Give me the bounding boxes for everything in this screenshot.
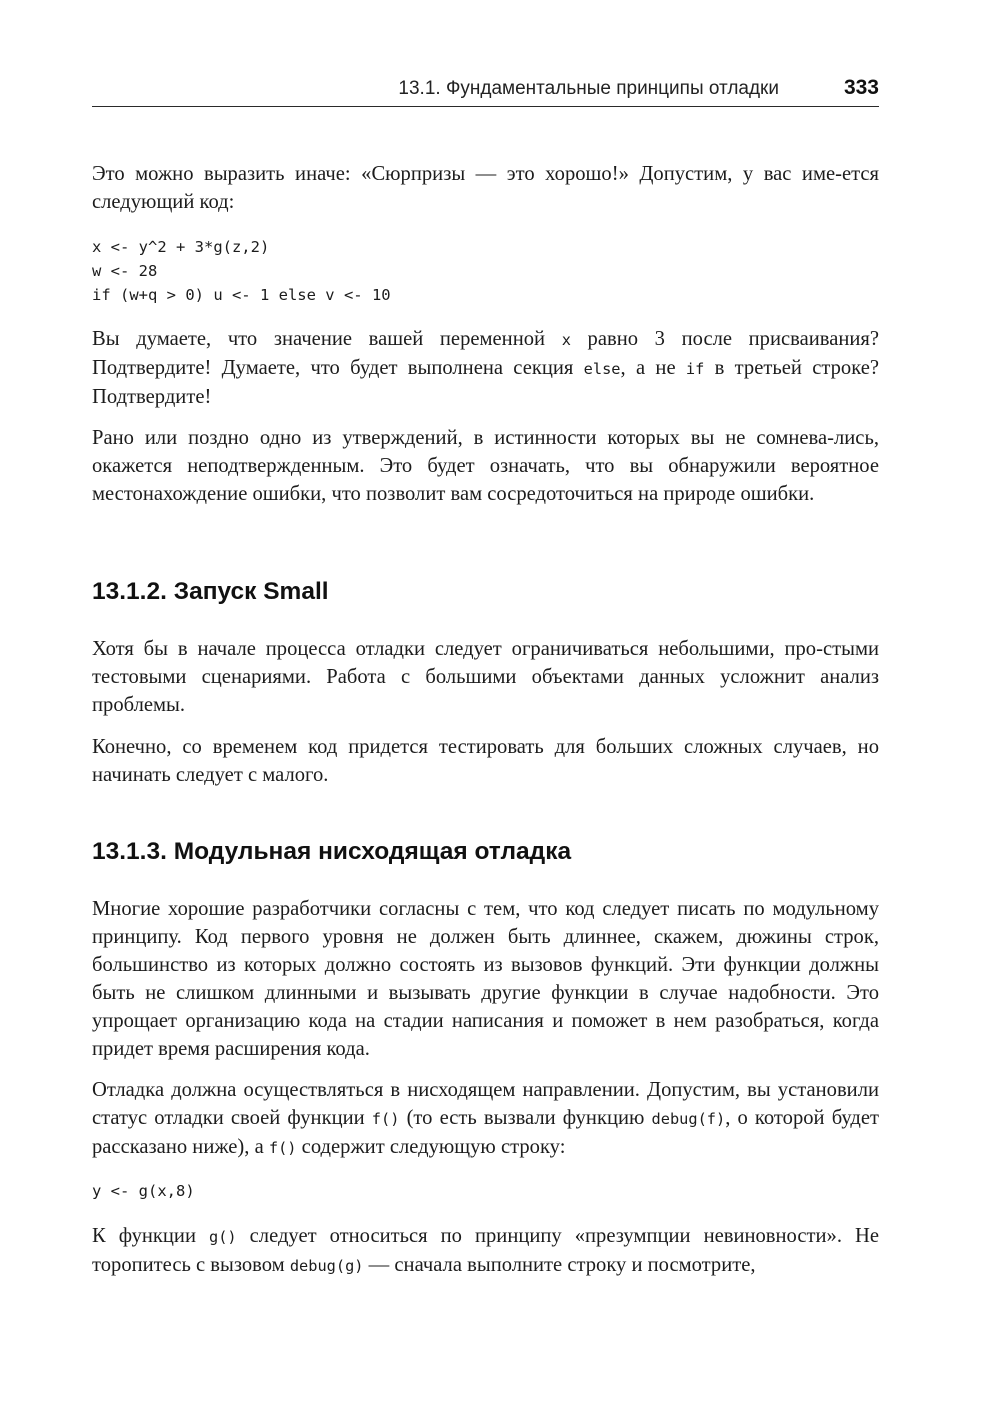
- text-run: (то есть вызвали функцию: [399, 1107, 652, 1129]
- inline-code: f(): [371, 1110, 400, 1128]
- text-run: Отладка должна осуществляться в нисходящем направлении. Допустим, вы установили статус отладки своей функции: [92, 1079, 879, 1129]
- inline-code: debug(f): [651, 1110, 726, 1128]
- text-run: содержит следующую строку:: [296, 1136, 566, 1158]
- inline-code: if: [685, 360, 705, 378]
- inline-code: else: [583, 360, 621, 378]
- paragraph-top-down: [92, 1076, 879, 1162]
- text-run: — сначала выполните строку и посмотрите,: [363, 1254, 756, 1276]
- inline-code: debug(g): [289, 1257, 364, 1275]
- paragraph-confirm: [92, 325, 879, 411]
- page-number: 333: [843, 76, 879, 99]
- code-line: if (w+q > 0) u <- 1 else v <- 10: [92, 286, 391, 304]
- paragraph-text: Конечно, со временем код придется тестировать для больших сложных случаев, но начинать следует с малого.: [92, 736, 879, 786]
- code-block-call: [92, 1179, 195, 1203]
- inline-code: g(): [209, 1228, 237, 1246]
- code-line: y <- g(x,8): [92, 1182, 195, 1200]
- text-run: Вы думаете, что значение вашей переменной: [92, 328, 562, 350]
- text-run: , а не: [620, 357, 686, 379]
- text-run: , о которой будет рассказано ниже), а: [92, 1107, 880, 1158]
- paragraph-presumption: [92, 1222, 879, 1280]
- paragraph-text: Многие хорошие разработчики согласны с тем, что код следует писать по модульному принципу. Код первого уровня не должен быть длиннее, скажем, дюжины строк, большинство из которых должно состоять из вызовов функций. Эти функции должны быть не слишком длинными и вызывать другие функции в случае надобности. Это упрощает организацию кода на стадии написания и поможет в нем разобраться, когда придет время расширения кода.: [92, 898, 879, 1060]
- inline-code: x: [561, 331, 571, 349]
- section-heading-modular-debugging: 13.1.3. Модульная нисходящая отладка: [92, 838, 572, 865]
- header-chapter-title: 13.1. Фундаментальные принципы отладки: [398, 78, 779, 99]
- running-header: [92, 76, 879, 107]
- code-line: x <- y^2 + 3*g(z,2): [92, 238, 270, 256]
- paragraph-modular: [92, 895, 879, 1063]
- text-run: следует относиться по принципу «презумпции невиновности». Не торопитесь с вызовом: [92, 1225, 880, 1276]
- text-run: равно 3 после присваивания? Подтвердите! Думаете, что будет выполнена секция: [92, 328, 879, 379]
- paragraph-small-tests: [92, 635, 879, 719]
- section-heading-start-small: 13.1.2. Запуск Small: [92, 578, 329, 605]
- inline-code: f(): [268, 1139, 297, 1157]
- paragraph-text: Хотя бы в начале процесса отладки следует ограничиваться небольшими, про-стыми тестовыми сценариями. Работа с большими объектами данных усложнит анализ проблемы.: [92, 638, 879, 716]
- paragraph-sooner-or-later: [92, 424, 879, 508]
- code-block-assignments: [92, 235, 391, 307]
- text-run: в третьей строке? Подтвердите!: [92, 357, 879, 408]
- paragraph-text: Это можно выразить иначе: «Сюрпризы — это хорошо!» Допустим, у вас име-ется следующий код:: [92, 163, 879, 213]
- paragraph-start-small: [92, 733, 879, 789]
- paragraph-surprises: [92, 160, 879, 216]
- paragraph-text: Рано или поздно одно из утверждений, в истинности которых вы не сомнева-лись, окажется неподтвержденным. Это будет означать, что вы обнаружили вероятное местонахождение ошибки, что позволит вам сосредоточиться на природе ошибки.: [92, 427, 879, 505]
- text-run: К функции: [92, 1225, 209, 1247]
- code-line: w <- 28: [92, 262, 158, 280]
